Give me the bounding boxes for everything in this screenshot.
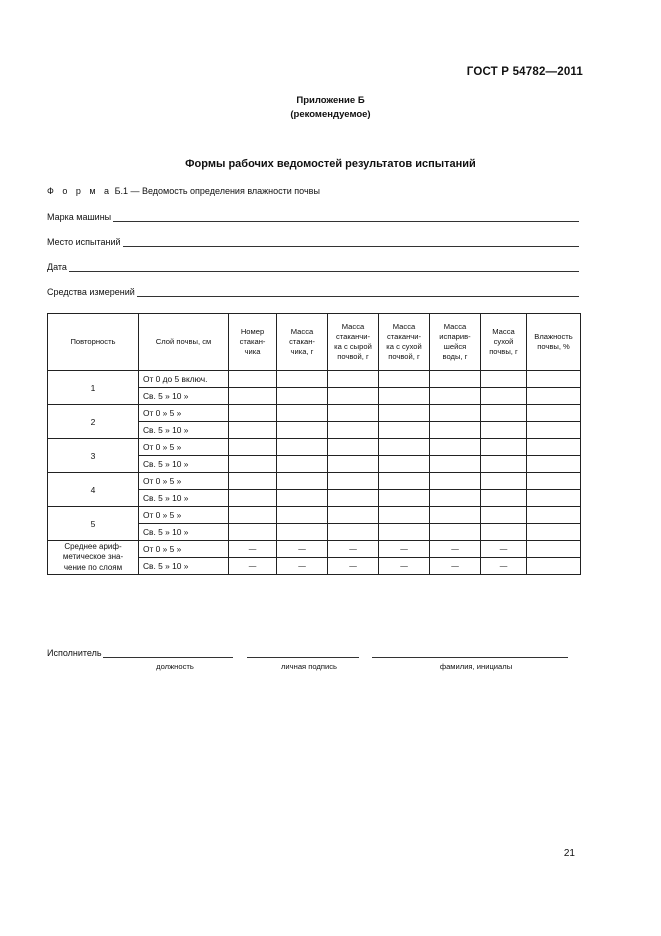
average-row: [48, 541, 581, 558]
data-cell[interactable]: [328, 456, 379, 473]
data-cell[interactable]: [277, 422, 328, 439]
data-cell[interactable]: [379, 490, 430, 507]
data-cell[interactable]: [379, 439, 430, 456]
data-cell[interactable]: [328, 473, 379, 490]
header-row: [48, 314, 581, 371]
repeat-cell: 1: [48, 371, 139, 405]
data-cell[interactable]: [277, 371, 328, 388]
data-cell[interactable]: [229, 405, 277, 422]
data-cell[interactable]: [379, 405, 430, 422]
data-cell[interactable]: [430, 490, 481, 507]
data-cell[interactable]: [527, 439, 581, 456]
field-instruments[interactable]: [47, 283, 579, 297]
field-label: Место испытаний: [47, 237, 121, 247]
dash-cell: —: [481, 541, 527, 558]
data-cell[interactable]: [527, 541, 581, 558]
data-cell[interactable]: [328, 422, 379, 439]
data-cell[interactable]: [229, 388, 277, 405]
repeat-cell: 4: [48, 473, 139, 507]
data-cell[interactable]: [481, 456, 527, 473]
dash-cell: —: [379, 558, 430, 575]
data-cell[interactable]: [277, 490, 328, 507]
dash-cell: —: [328, 558, 379, 575]
data-cell[interactable]: [527, 388, 581, 405]
data-cell[interactable]: [527, 490, 581, 507]
layer-cell: От 0 » 5 »: [139, 507, 229, 524]
field-label: Дата: [47, 262, 67, 272]
data-cell[interactable]: [328, 371, 379, 388]
signature-line[interactable]: [247, 648, 359, 658]
repeat-cell: 3: [48, 439, 139, 473]
data-cell[interactable]: [527, 456, 581, 473]
field-test-location[interactable]: [47, 233, 579, 247]
field-date[interactable]: [47, 258, 579, 272]
position-caption: должность: [156, 662, 194, 671]
data-cell[interactable]: [430, 524, 481, 541]
data-cell[interactable]: [430, 371, 481, 388]
data-cell[interactable]: [527, 422, 581, 439]
name-caption: фамилия, инициалы: [439, 662, 513, 671]
data-cell[interactable]: [527, 405, 581, 422]
data-cell[interactable]: [430, 456, 481, 473]
dash-cell: —: [379, 541, 430, 558]
data-cell[interactable]: [229, 422, 277, 439]
data-cell[interactable]: [229, 524, 277, 541]
appendix-heading: [0, 94, 661, 122]
data-cell[interactable]: [430, 439, 481, 456]
data-cell[interactable]: [229, 439, 277, 456]
col-wet-mass: Масса стаканчи- ка с сырой почвой, г: [328, 314, 379, 371]
data-cell[interactable]: [527, 524, 581, 541]
layer-cell: Св. 5 » 10 »: [139, 558, 229, 575]
signature-label: Исполнитель: [47, 648, 102, 658]
layer-cell: Св. 5 » 10 »: [139, 524, 229, 541]
data-cell[interactable]: [527, 507, 581, 524]
appendix-subtitle: (рекомендуемое): [290, 109, 371, 120]
layer-cell: От 0 » 5 »: [139, 541, 229, 558]
page-number: 21: [563, 848, 575, 859]
field-machine-brand[interactable]: [47, 208, 579, 222]
data-cell[interactable]: [527, 371, 581, 388]
data-cell[interactable]: [430, 507, 481, 524]
data-cell[interactable]: [379, 388, 430, 405]
data-cell[interactable]: [481, 507, 527, 524]
data-cell[interactable]: [481, 405, 527, 422]
fill-line: [137, 287, 579, 297]
data-cell[interactable]: [229, 456, 277, 473]
layer-cell: От 0 » 5 »: [139, 473, 229, 490]
signature-row: [47, 648, 568, 658]
layer-cell: От 0 » 5 »: [139, 439, 229, 456]
data-cell[interactable]: [328, 439, 379, 456]
data-cell[interactable]: [379, 507, 430, 524]
data-cell[interactable]: [481, 371, 527, 388]
dash-cell: —: [430, 558, 481, 575]
col-cup-mass: Масса стакан- чика, г: [277, 314, 328, 371]
fill-line: [69, 262, 579, 272]
data-cell[interactable]: [481, 439, 527, 456]
col-layer: Слой почвы, см: [139, 314, 229, 371]
table-row: [48, 371, 581, 388]
data-cell[interactable]: [277, 473, 328, 490]
field-label: Средства измерений: [47, 287, 135, 297]
data-cell[interactable]: [527, 558, 581, 575]
repeat-cell: 5: [48, 507, 139, 541]
data-cell[interactable]: [277, 507, 328, 524]
dash-cell: —: [430, 541, 481, 558]
data-cell[interactable]: [379, 456, 430, 473]
data-cell[interactable]: [277, 405, 328, 422]
col-repeat: Повторность: [48, 314, 139, 371]
data-cell[interactable]: [430, 422, 481, 439]
data-cell[interactable]: [430, 405, 481, 422]
data-cell[interactable]: [229, 490, 277, 507]
data-cell[interactable]: [481, 388, 527, 405]
dash-cell: —: [277, 541, 328, 558]
data-cell[interactable]: [379, 524, 430, 541]
col-moisture: Влажность почвы, %: [527, 314, 581, 371]
data-cell[interactable]: [481, 490, 527, 507]
layer-cell: От 0 до 5 включ.: [139, 371, 229, 388]
table-row: [48, 473, 581, 490]
form-description: Б.1 — Ведомость определения влажности почвы: [112, 186, 320, 196]
standard-number: ГОСТ Р 54782—2011: [466, 66, 583, 78]
data-cell[interactable]: [229, 507, 277, 524]
data-cell[interactable]: [379, 422, 430, 439]
table-row: [48, 405, 581, 422]
data-cell[interactable]: [328, 405, 379, 422]
position-line[interactable]: [103, 648, 233, 658]
table-row: [48, 439, 581, 456]
data-cell[interactable]: [379, 473, 430, 490]
fill-line: [123, 237, 579, 247]
dash-cell: —: [277, 558, 328, 575]
col-dry-soil: Масса сухой почвы, г: [481, 314, 527, 371]
appendix-title: Приложение Б: [296, 95, 365, 106]
layer-cell: Св. 5 » 10 »: [139, 490, 229, 507]
dash-cell: —: [229, 558, 277, 575]
data-cell[interactable]: [277, 524, 328, 541]
name-line[interactable]: [372, 648, 568, 658]
data-cell[interactable]: [229, 371, 277, 388]
repeat-cell: 2: [48, 405, 139, 439]
form-label: Ф о р м а: [47, 186, 113, 196]
data-cell[interactable]: [527, 473, 581, 490]
data-cell[interactable]: [379, 371, 430, 388]
data-cell[interactable]: [328, 507, 379, 524]
field-label: Марка машины: [47, 212, 112, 222]
data-cell[interactable]: [481, 473, 527, 490]
dash-cell: —: [481, 558, 527, 575]
data-cell[interactable]: [229, 473, 277, 490]
layer-cell: Св. 5 » 10 »: [139, 422, 229, 439]
layer-cell: Св. 5 » 10 »: [139, 456, 229, 473]
data-cell[interactable]: [277, 439, 328, 456]
data-cell[interactable]: [328, 524, 379, 541]
form-caption: [47, 186, 320, 196]
col-cup-number: Номер стакан- чика: [229, 314, 277, 371]
data-cell[interactable]: [277, 388, 328, 405]
data-cell[interactable]: [481, 524, 527, 541]
table-row: [48, 507, 581, 524]
data-cell[interactable]: [328, 490, 379, 507]
data-cell[interactable]: [328, 388, 379, 405]
col-evaporated: Масса испарив- шейся воды, г: [430, 314, 481, 371]
data-cell[interactable]: [430, 473, 481, 490]
dash-cell: —: [229, 541, 277, 558]
fill-line: [113, 212, 579, 222]
dash-cell: —: [328, 541, 379, 558]
layer-cell: Св. 5 » 10 »: [139, 388, 229, 405]
data-cell[interactable]: [430, 388, 481, 405]
moisture-table: [47, 313, 581, 575]
col-dry-mass: Масса стаканчи- ка с сухой почвой, г: [379, 314, 430, 371]
data-cell[interactable]: [481, 422, 527, 439]
layer-cell: От 0 » 5 »: [139, 405, 229, 422]
average-label: Среднее ариф- метическое зна- чение по слоям: [48, 541, 139, 575]
signature-caption: личная подпись: [281, 662, 337, 671]
section-title: Формы рабочих ведомостей результатов испытаний: [185, 158, 476, 170]
data-cell[interactable]: [277, 456, 328, 473]
